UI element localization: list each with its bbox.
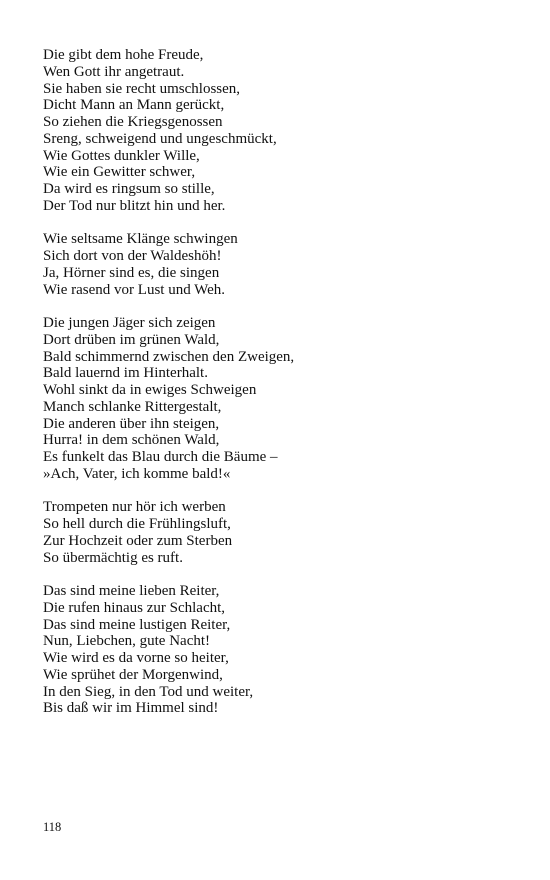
stanza-2	[43, 231, 513, 298]
stanza-4	[43, 499, 513, 566]
poem-line: Wie sprühet der Morgenwind,	[43, 666, 223, 683]
poem-line: Zur Hochzeit oder zum Sterben	[43, 532, 233, 549]
poem-line: Wen Gott ihr angetraut.	[43, 63, 185, 80]
poem-line: Dort drüben im grünen Wald,	[43, 331, 220, 348]
stanza-5	[43, 583, 513, 717]
poem-line: Bald lauernd im Hinterhalt.	[43, 365, 208, 382]
poem-line: Hurra! in dem schönen Wald,	[43, 432, 220, 449]
poem-line: So hell durch die Frühlingsluft,	[43, 516, 231, 532]
poem-line: In den Sieg, in den Tod und weiter,	[43, 683, 254, 700]
poem-line: Das sind meine lustigen Reiter,	[43, 616, 231, 633]
poem-line: Bald schimmernd zwischen den Zweigen,	[43, 348, 295, 365]
poem-line: Sie haben sie recht umschlossen,	[43, 80, 241, 97]
poem-line: Sich dort von der Waldeshöh!	[43, 248, 222, 264]
poem-line: Wie seltsame Klänge schwingen	[43, 231, 238, 248]
poem-line: Sreng, schweigend und ungeschmückt,	[43, 130, 277, 147]
poem-line: So ziehen die Kriegsgenossen	[43, 114, 223, 130]
poem-line: Wie ein Gewitter schwer,	[43, 164, 196, 181]
page-number: 118	[43, 820, 62, 834]
poem-line: Manch schlanke Rittergestalt,	[43, 398, 222, 415]
poem-line: Die rufen hinaus zur Schlacht,	[43, 599, 226, 616]
poem-line: Wie Gottes dunkler Wille,	[43, 147, 200, 164]
stanza-3	[43, 315, 513, 483]
poem-line: Der Tod nur blitzt hin und her.	[43, 197, 226, 214]
poem-line: Es funkelt das Blau durch die Bäume –	[43, 449, 278, 465]
poem-line: So übermächtig es ruft.	[43, 549, 183, 566]
poem-line: Trompeten nur hör ich werben	[43, 499, 226, 516]
poem-line: Wie wird es da vorne so heiter,	[43, 650, 229, 666]
poem-line: Nun, Liebchen, gute Nacht!	[43, 633, 211, 650]
poem-line: Wie rasend vor Lust und Weh.	[43, 281, 226, 298]
poem-line: Bis daß wir im Himmel sind!	[43, 700, 219, 717]
poem-line: Ja, Hörner sind es, die singen	[43, 264, 220, 281]
poem-line: »Ach, Vater, ich komme bald!«	[43, 465, 231, 482]
poem-line: Das sind meine lieben Reiter,	[43, 583, 220, 599]
poem-line: Die jungen Jäger sich zeigen	[43, 315, 216, 331]
poem-line: Da wird es ringsum so stille,	[43, 181, 215, 197]
poem	[43, 47, 513, 734]
poem-line: Dicht Mann an Mann gerückt,	[43, 97, 225, 114]
poem-line: Die anderen über ihn steigen,	[43, 415, 220, 432]
poem-line: Die gibt dem hohe Freude,	[43, 47, 204, 63]
poem-line: Wohl sinkt da in ewiges Schweigen	[43, 382, 257, 398]
stanza-1	[43, 47, 513, 215]
